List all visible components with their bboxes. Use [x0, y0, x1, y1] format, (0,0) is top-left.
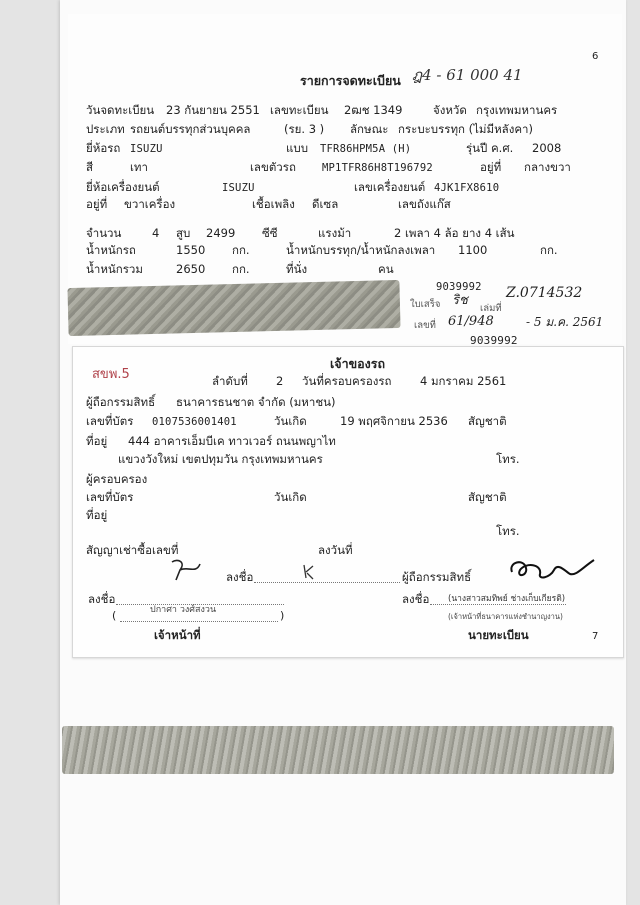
possessor-id-label: เลขที่บัตร	[86, 490, 134, 504]
handwritten-reference: ฎ4 - 61 000 41	[412, 66, 523, 84]
adhesive-tape-top	[67, 280, 400, 336]
registrar-role: นายทะเบียน	[468, 628, 529, 642]
gross-label: น้ำหนักรวม	[86, 262, 143, 276]
model-value: TFR86HPM5A (H)	[320, 143, 412, 155]
birth-date: 19 พฤศจิกายน 2536	[340, 414, 448, 428]
seats-unit: คน	[378, 262, 394, 276]
chassis-at-label: อยู่ที่	[480, 160, 502, 174]
address-label: ที่อยู่	[86, 434, 108, 448]
plate-value: 2ฒช 1349	[344, 103, 403, 117]
chassis-value: MP1TFR86H8T196792	[322, 162, 433, 174]
receipt-no: 61/948	[448, 314, 494, 329]
chassis-at-value: กลางขวา	[524, 160, 571, 174]
province-value: กรุงเทพมหานคร	[476, 103, 558, 117]
registrar-office: (เจ้าหน้าที่ธนาคารแห่งชำนาญงาน)	[448, 612, 563, 621]
engine-at-label: อยู่ที่	[86, 197, 108, 211]
birth-label: วันเกิด	[274, 414, 307, 428]
brand-label: ยี่ห้อรถ	[86, 141, 121, 155]
seats-label: ที่นั่ง	[286, 262, 308, 276]
cc-value: 2499	[206, 226, 236, 240]
registrar-name: (นางสาวสมทิพย์ ช่างเก็บเกียรติ)	[448, 594, 566, 604]
fuel-label: เชื้อเพลิง	[252, 197, 295, 211]
owner-name: ธนาคารธนชาต จำกัด (มหาชน)	[176, 395, 336, 409]
engine-brand-label: ยี่ห้อเครื่องยนต์	[86, 180, 160, 194]
initial-mark	[300, 562, 318, 582]
model-label: แบบ	[286, 141, 309, 155]
id-label: เลขที่บัตร	[86, 414, 134, 428]
volume-label: เล่มที่	[480, 303, 502, 314]
form-mark: สขพ.5	[92, 367, 130, 382]
color-label: สี	[86, 160, 94, 174]
receipt-date: - 5 ม.ค. 2561	[526, 315, 604, 329]
gross-value: 2650	[176, 262, 206, 276]
lease-label: สัญญาเช่าซื้อเลขที่	[86, 543, 179, 557]
officer-name-line	[120, 621, 278, 622]
cylinder-unit: สูบ	[176, 226, 191, 240]
officer-role: เจ้าหน้าที่	[154, 628, 201, 642]
fuel-value: ดีเซล	[312, 197, 339, 211]
engine-at-value: ขวาเครื่อง	[124, 197, 176, 211]
possessor-address-label: ที่อยู่	[86, 508, 108, 522]
weight-value: 1550	[176, 243, 206, 257]
officer-name: ปกาศา วงศ์สงวน	[150, 605, 217, 615]
possessor-nationality-label: สัญชาติ	[468, 490, 507, 504]
type-label: ประเภท	[86, 122, 125, 136]
possession-label: วันที่ครอบครองรถ	[302, 374, 392, 388]
cc-unit: ซีซี	[262, 226, 278, 240]
load-unit: กก.	[540, 243, 558, 257]
province-label: จังหวัด	[433, 103, 467, 117]
order-label: ลำดับที่	[212, 374, 248, 388]
owner-signature	[506, 554, 600, 584]
receipt-label: ใบเสร็จ	[410, 299, 441, 310]
owner-sign-line	[254, 582, 400, 583]
receipt-no-label: เลขที่	[414, 320, 436, 331]
engine-brand-value: ISUZU	[222, 182, 255, 194]
possession-date: 4 มกราคม 2561	[420, 374, 507, 388]
possessor-birth-label: วันเกิด	[274, 490, 307, 504]
count-label: จำนวน	[86, 226, 122, 240]
stamp-number-2: 9039992	[470, 334, 518, 347]
engine-no-value: 4JK1FX8610	[434, 182, 500, 194]
axles-value: 2 เพลา 4 ล้อ ยาง 4 เส้น	[394, 226, 515, 240]
order-value: 2	[276, 374, 284, 388]
nationality-label: สัญชาติ	[468, 414, 507, 428]
adhesive-tape-bottom	[62, 726, 614, 774]
load-label: น้ำหนักบรรทุก/น้ำหนักลงเพลา	[286, 243, 436, 257]
owner-title: เจ้าของรถ	[330, 356, 386, 371]
plate-label: เลขทะเบียน	[270, 103, 329, 117]
color-value: เทา	[130, 160, 148, 174]
brand-value: ISUZU	[130, 143, 163, 155]
registrar-sign-label: ลงชื่อ	[402, 592, 430, 606]
cylinders-value: 4	[152, 226, 160, 240]
feature-label: ลักษณะ	[350, 122, 389, 136]
page-number-bottom: 7	[592, 631, 599, 642]
address-line-2: แขวงวังใหม่ เขตปทุมวัน กรุงเทพมหานคร	[118, 452, 323, 466]
lease-date-label: ลงวันที่	[318, 543, 353, 557]
address-line-1: 444 อาคารเอ็มบีเค ทาวเวอร์ ถนนพญาไท	[128, 434, 336, 448]
gross-unit: กก.	[232, 262, 250, 276]
type-value: รถยนต์บรรทุกส่วนบุคคล	[130, 122, 251, 136]
registration-title: รายการจดทะเบียน	[300, 73, 401, 88]
tel-label: โทร.	[496, 452, 520, 466]
page-number-top: 6	[592, 51, 599, 62]
hp-label: แรงม้า	[318, 226, 352, 240]
load-value: 1100	[458, 243, 488, 257]
officer-signature	[166, 556, 206, 586]
chassis-label: เลขตัวรถ	[250, 160, 296, 174]
scanned-document: 6 7 รายการจดทะเบียน ฎ4 - 61 000 41 วันจดทะเบียน 23 กันยายน 2551 เลขทะเบียน 2ฒช 1349 จังหวัด กรุงเทพมหานคร ประเภท รถยนต์บรรทุกส่วนบุคคล (รย. 3 ) ลักษณะ กระบะบรรทุก (ไม่มีหลังคา) ยี่ห้อรถ ISUZU แบบ TFR86HPM5A (H) รุ่นปี ค.ศ. 2008 สี เทา เลขตัวรถ MP1TFR86H8T196792 อยู่ที่ กลางขวา ยี่ห้อเครื่องยนต์ ISUZU เลขเครื่องยนต์ 4JK1FX8610 อยู่ที่ ขวาเครื่อง เชื้อเพลิง ดีเซล เลขถังแก๊ส จำนวน 4 สูบ 2499 ซีซี แรงม้า 2 เพลา 4 ล้อ ยาง 4 เส้น น้ำหนักรถ 1550 กก. น้ำหนักบรรทุก/น้ำหนักลงเพลา 1100 กก. น้ำหนักรวม 2650 กก. ที่นั่ง คน 9039992 ใบเสร็จ ริช Z.0714532 เล่มที่ เลขที่ 61/948 - 5 ม.ค. 2561 9039992 สขพ.5 เจ้าของรถ ลำดับที่ 2 วันที่ครอบครองรถ 4 มกราคม 2561 ผู้ถือกรรมสิทธิ์ ธนาคารธนชาต จำกัด (มหาชน) เลขที่บัตร 0107536001401 วันเกิด 19 พฤศจิกายน 2536 สัญชาติ ที่อยู่ 444 อาคารเอ็มบีเค ทาวเวอร์ ถนนพญาไท แขวงวังใหม่ เขตปทุมวัน กรุงเทพมหานคร โทร. ผู้ครอบครอง เลขที่บัตร วันเกิด สัญชาติ ที่อยู่ โทร. สัญญาเช่าซื้อเลขที่ ลงวันที่ ลงชื่อ ผู้ถือกรรมสิทธิ์ ลงชื่อ ปกาศา วงศ์สงวน ( ) เจ้าหน้าที่ ลงชื่อ (นางสาวสมทิพย์ ช่างเก็บเกียรติ) (เจ้าหน้าที่ธนาคารแห่งชำนาญงาน) นายทะเบียน	[0, 0, 640, 905]
owner-sign-label: ลงชื่อ	[226, 570, 254, 584]
reg-date-value: 23 กันยายน 2551	[166, 103, 260, 117]
weight-unit: กก.	[232, 243, 250, 257]
possessor-label: ผู้ครอบครอง	[86, 472, 148, 486]
model-year-label: รุ่นปี ค.ศ.	[466, 141, 514, 155]
receipt-book: ริช	[452, 293, 468, 308]
feature-value: กระบะบรรทุก (ไม่มีหลังคา)	[398, 122, 533, 136]
reg-date-label: วันจดทะเบียน	[86, 103, 155, 117]
engine-no-label: เลขเครื่องยนต์	[354, 180, 426, 194]
id-value: 0107536001401	[152, 416, 237, 428]
category-value: (รย. 3 )	[284, 122, 325, 136]
owner-label: ผู้ถือกรรมสิทธิ์	[86, 395, 156, 409]
receipt-volume: Z.0714532	[506, 285, 583, 301]
possessor-tel-label: โทร.	[496, 524, 520, 538]
stamp-number-1: 9039992	[436, 281, 482, 293]
weight-label: น้ำหนักรถ	[86, 243, 136, 257]
owner-sign-caption: ผู้ถือกรรมสิทธิ์	[402, 570, 472, 584]
officer-sign-label: ลงชื่อ	[88, 592, 116, 606]
gas-tank-label: เลขถังแก๊ส	[398, 197, 451, 211]
model-year-value: 2008	[532, 141, 562, 155]
